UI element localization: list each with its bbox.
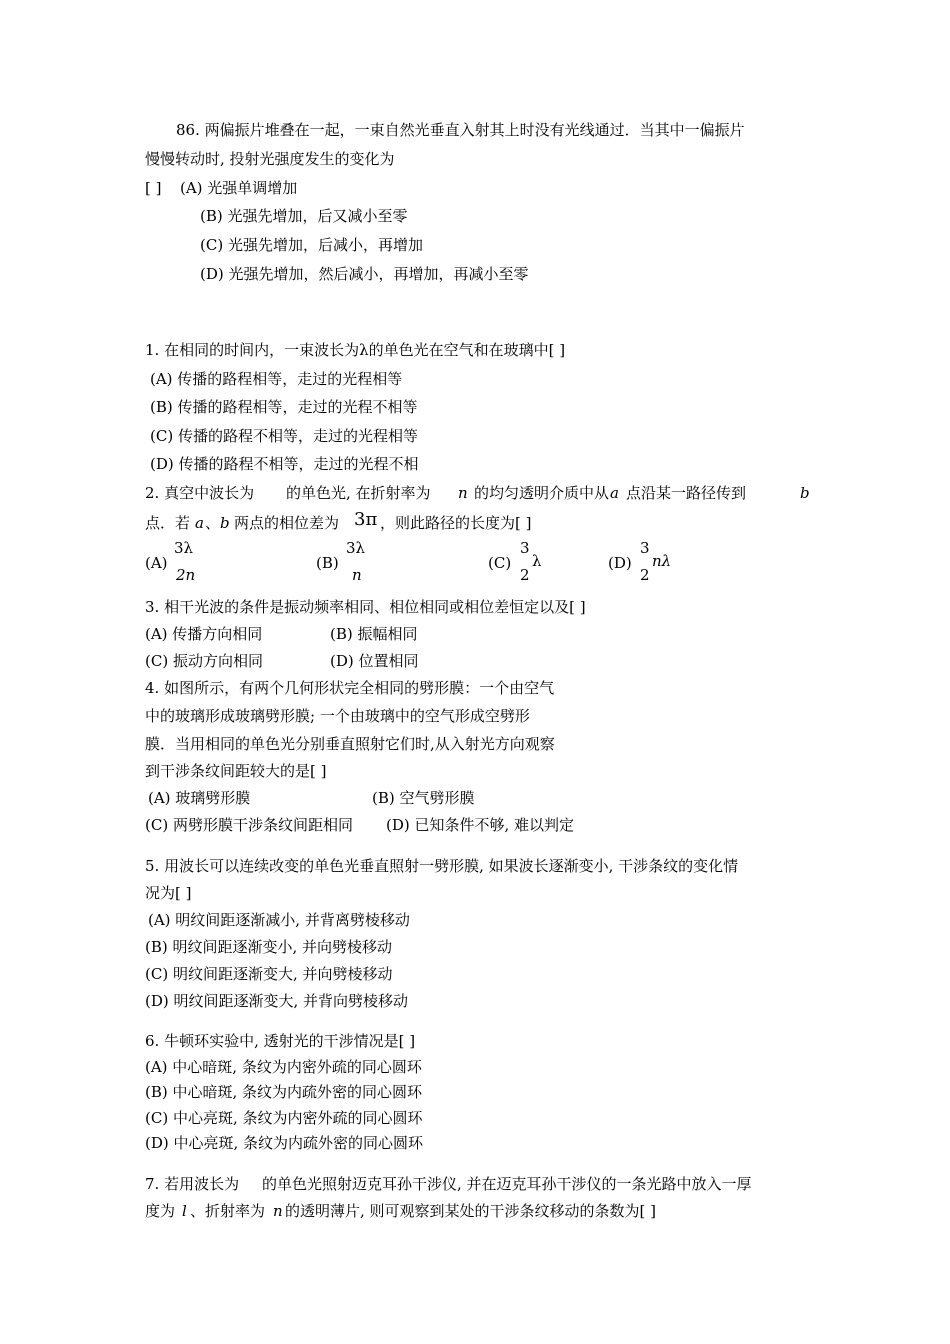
q86-line-1: 86. 两偏振片堆叠在一起，一束自然光垂直入射其上时没有光线通过．当其中一偏振片 [176, 121, 745, 139]
q5-line-2: 况为[ ] [145, 884, 192, 902]
q2-option-d-label: (D) [608, 554, 632, 572]
q5-option-d: (D) 明纹间距逐渐变大, 并背向劈棱移动 [145, 992, 409, 1010]
q3-option-c: (C) 振动方向相同 [145, 652, 263, 670]
q2-var-b: b [800, 484, 810, 502]
q4-line-3: 膜．当用相同的单色光分别垂直照射它们时,从入射光方向观察 [145, 735, 555, 753]
q6-option-c: (C) 中心亮斑, 条纹为内密外疏的同心圆环 [145, 1109, 423, 1127]
q2-option-c-label: (C) [488, 554, 512, 572]
q2-var-a: a [610, 484, 619, 502]
q2-option-b-denominator: n [352, 566, 362, 584]
q2-option-d-denominator: 2 [640, 566, 650, 584]
q4-option-c: (C) 两劈形膜干涉条纹间距相同 [145, 816, 353, 834]
q3-option-a: (A) 传播方向相同 [145, 625, 263, 643]
q2-option-d-tail: nλ [652, 552, 672, 570]
q2-sep: 、 [205, 514, 221, 532]
q2-option-a-numerator: 3λ [174, 539, 194, 557]
q2-line-2g: ，则此路径的长度为[ ] [380, 514, 532, 532]
q1-option-c: (C) 传播的路程不相等，走过的光程相等 [150, 427, 418, 445]
q2-line-1a: 2. 真空中波长为 [145, 484, 255, 502]
q2-option-b-numerator: 3λ [346, 539, 366, 557]
q2-line-1d: 的均匀透明介质中从 [474, 484, 610, 502]
q3-option-b: (B) 振幅相同 [330, 625, 418, 643]
q2-line-1b: 的单色光, 在折射率为 [286, 484, 431, 502]
q5-option-c: (C) 明纹间距逐渐变大, 并向劈棱移动 [145, 965, 393, 983]
q7-line-1a: 7. 若用波长为 [145, 1175, 240, 1193]
q4-option-d: (D) 已知条件不够, 难以判定 [386, 816, 575, 834]
q1-option-a: (A) 传播的路程相等，走过的光程相等 [150, 370, 403, 388]
q86-option-d: (D) 光强先增加，然后减小，再增加，再减小至零 [200, 265, 529, 283]
q7-line-2c: 、折射率为 [190, 1202, 266, 1220]
q4-line-4: 到干涉条纹间距较大的是[ ] [145, 762, 327, 780]
q4-option-a: (A) 玻璃劈形膜 [148, 789, 251, 807]
q2-var-b2: b [220, 514, 230, 532]
q7-var-n: n [273, 1202, 283, 1220]
q2-var-n: n [458, 484, 468, 502]
q7-line-2e: 的透明薄片, 则可观察到某处的干涉条纹移动的条数为[ ] [285, 1202, 657, 1220]
q2-option-c-denominator: 2 [520, 566, 530, 584]
q2-option-c-tail: λ [532, 552, 542, 570]
q86-option-a: (A) 光强单调增加 [180, 179, 298, 197]
q2-phase: 3π [354, 509, 378, 530]
q6-option-d: (D) 中心亮斑, 条纹为内疏外密的同心圆环 [145, 1134, 424, 1152]
q7-line-1b: 的单色光照射迈克耳孙干涉仪, 并在迈克耳孙干涉仪的一条光路中放入一厚 [262, 1175, 752, 1193]
q86-bracket: [ ] [145, 179, 162, 197]
q2-line-2e: 两点的相位差为 [234, 514, 340, 532]
q4-line-1: 4. 如图所示，有两个几何形状完全相同的劈形膜：一个由空气 [145, 679, 555, 697]
q2-option-a-label: (A) [145, 554, 168, 572]
q7-var-l: l [182, 1202, 187, 1220]
q3-stem: 3. 相干光波的条件是振动频率相同、相位相同或相位差恒定以及[ ] [145, 598, 586, 616]
q1-stem: 1. 在相同的时间内，一束波长为λ的单色光在空气和在玻璃中[ ] [145, 341, 566, 359]
q5-option-a: (A) 明纹间距逐渐减小, 并背离劈棱移动 [148, 911, 410, 929]
q86-line-2: 慢慢转动时, 投射光强度发生的变化为 [145, 150, 395, 168]
q2-var-a2: a [195, 514, 204, 532]
q5-line-1: 5. 用波长可以连续改变的单色光垂直照射一劈形膜, 如果波长逐渐变小, 干涉条纹的变化情 [145, 857, 739, 875]
q4-option-b: (B) 空气劈形膜 [372, 789, 475, 807]
q6-option-a: (A) 中心暗斑, 条纹为内密外疏的同心圆环 [145, 1058, 422, 1076]
q6-option-b: (B) 中心暗斑, 条纹为内疏外密的同心圆环 [145, 1083, 423, 1101]
q1-option-b: (B) 传播的路程相等，走过的光程不相等 [150, 398, 418, 416]
q86-option-c: (C) 光强先增加，后减小，再增加 [200, 236, 423, 254]
q2-option-d-numerator: 3 [640, 539, 650, 557]
q86-option-b: (B) 光强先增加，后又减小至零 [200, 207, 408, 225]
q2-option-c-numerator: 3 [520, 539, 530, 557]
q1-option-d: (D) 传播的路程不相等，走过的光程不相 [150, 455, 419, 473]
q2-option-a-denominator: 2n [176, 566, 196, 584]
q4-line-2: 中的玻璃形成玻璃劈形膜; 一个由玻璃中的空气形成空劈形 [145, 707, 530, 725]
q3-option-d: (D) 位置相同 [330, 652, 419, 670]
q6-stem: 6. 牛顿环实验中, 透射光的干涉情况是[ ] [145, 1032, 416, 1050]
q2-line-2a: 点．若 [145, 514, 191, 532]
q2-option-b-label: (B) [316, 554, 339, 572]
q2-line-1f: 点沿某一路径传到 [626, 484, 747, 502]
q7-line-2a: 度为 [145, 1202, 176, 1220]
q5-option-b: (B) 明纹间距逐渐变小, 并向劈棱移动 [145, 938, 393, 956]
